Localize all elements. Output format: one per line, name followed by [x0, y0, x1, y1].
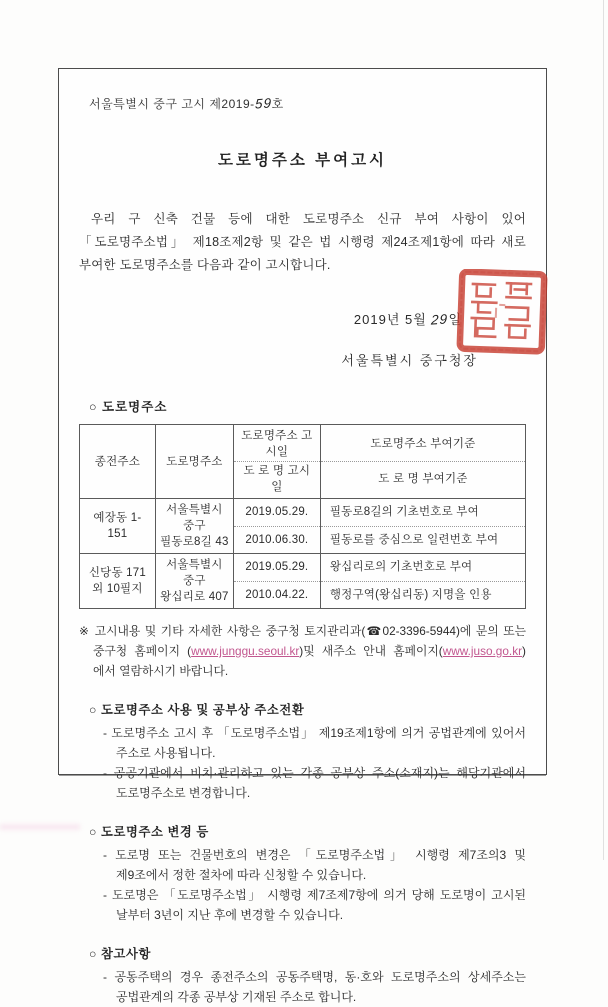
gazette-date-cell: 2019.05.29.: [233, 554, 320, 582]
gazette-date-cell: 2010.04.22.: [233, 581, 320, 609]
gazette-date-cell: 2019.05.29.: [233, 499, 320, 527]
section-items: [103, 845, 526, 925]
notice-number-suffix: 호: [271, 97, 284, 111]
note-text: ※ 고시내용 및 기타 자세한 사항은 중구청 토지관리과(☎02-3396-5944)에 문의 또는 중구청 홈페이지 (: [79, 624, 526, 658]
bullet-item: - 공공기관에서 비치·관리하고 있는 각종 공부상 주소(소재지)는 해당기관에서 도로명주소로 변경합니다.: [103, 766, 526, 800]
date-suffix: 일: [448, 312, 462, 327]
header-date-bottom: 도 로 명 고시일: [233, 462, 320, 499]
section-address-usage: [79, 700, 526, 803]
juso-homepage-link[interactable]: www.juso.go.kr: [442, 644, 523, 658]
new-address-cell: [155, 499, 233, 554]
document-border-frame: [58, 68, 547, 1004]
bullet-item: - 도로명은 「도로명주소법」 시행령 제7조제7항에 의거 당해 도로명이 고시된 날부터 3년이 지난 후에 변경할 수 있습니다.: [103, 888, 526, 922]
date-day-handwritten: 29: [431, 311, 449, 328]
header-basis-top: 도로명주소 부여기준: [320, 425, 525, 462]
section-items: [103, 723, 526, 803]
assignment-basis-cell: 행정구역(왕십리동) 지명을 인용: [320, 581, 525, 609]
assignment-basis-cell: 왕십리로의 기초번호로 부여: [320, 554, 525, 582]
notice-number-line: [89, 95, 526, 112]
scan-paper-edge: [603, 0, 604, 860]
note-text: )및 새주소 안내 홈페이지(: [299, 644, 443, 658]
header-new-address: 도로명주소: [155, 425, 233, 499]
table-row: [80, 499, 526, 527]
signer-title: 서울특별시 중구청장: [341, 353, 478, 368]
inquiry-note: [79, 621, 526, 681]
old-address-line1: 신당동 171: [88, 567, 146, 579]
notice-date: [79, 309, 526, 328]
signature-block: [79, 309, 526, 369]
section-address-change: [79, 822, 526, 925]
assignment-basis-cell: 필동로8길의 기초번호로 부여: [320, 499, 525, 527]
section-heading: ○ 도로명주소 사용 및 공부상 주소전환: [89, 703, 305, 717]
section-heading: ○ 참고사항: [89, 947, 151, 961]
table-row: [80, 554, 526, 582]
assignment-basis-cell: 필동로를 중심으로 일련번호 부여: [320, 526, 525, 554]
junggu-homepage-link[interactable]: www.junggu.seoul.kr: [191, 644, 300, 658]
notice-number-handwritten: 59: [254, 95, 272, 112]
bullet-item: - 도로명 또는 건물번호의 변경은 「도로명주소법」 시행령 제7조의3 및 제9조에서 정한 절차에 따라 신청할 수 있습니다.: [103, 848, 526, 882]
date-prefix: 2019년 5월: [353, 312, 432, 327]
gazette-date-cell: 2010.06.30.: [233, 526, 320, 554]
old-address-cell: [80, 499, 156, 554]
document-title: 도로명주소 부여고시: [217, 152, 388, 169]
new-address-line1: 서울특별시 중구: [166, 504, 223, 532]
bullet-item: - 도로명주소 고시 후 「도로명주소법」 제19조제1항에 의거 공법관계에 있어서 주소로 사용됩니다.: [103, 726, 526, 760]
section-reference: [79, 944, 526, 1007]
notice-number-prefix: 서울특별시 중구 고시 제2019-: [89, 97, 255, 111]
note-text: )에서 열람하시기 바랍니다.: [93, 644, 526, 678]
header-date-top: 도로명주소 고시일: [233, 425, 320, 462]
header-old-address: 종전주소: [80, 425, 156, 499]
bullet-item: - 공동주택의 경우 종전주소의 공동주택명, 동·호와 도로명주소의 상세주소는 공법관계의 각종 공부상 기재된 주소로 합니다.: [103, 970, 526, 1004]
new-address-line1: 서울특별시 중구: [166, 559, 223, 587]
old-address-line1: 예장동 1-151: [93, 512, 142, 540]
section-items: [103, 967, 526, 1007]
address-section-heading: ○ 도로명주소: [89, 400, 168, 414]
new-address-line2: 왕십리로 407: [160, 591, 229, 603]
new-address-cell: [155, 554, 233, 609]
intro-paragraph: 우리 구 신축 건물 등에 대한 도로명주소 신규 부여 사항이 있어 「도로명주소법」 제18조제2항 및 같은 법 시행령 제24조제1항에 따라 새로 부여한 도로명주소를 다음과 같이 고시합니다.: [79, 212, 526, 272]
old-address-line2: 외 10필지: [92, 583, 143, 595]
header-basis-bottom: 도 로 명 부여기준: [320, 462, 525, 499]
new-address-line2: 필동로8길 43: [160, 536, 229, 548]
table-header-row: [80, 425, 526, 462]
old-address-cell: [80, 554, 156, 609]
scan-smudge: [0, 824, 80, 830]
road-name-address-table: [79, 424, 526, 609]
section-heading: ○ 도로명주소 변경 등: [89, 825, 209, 839]
